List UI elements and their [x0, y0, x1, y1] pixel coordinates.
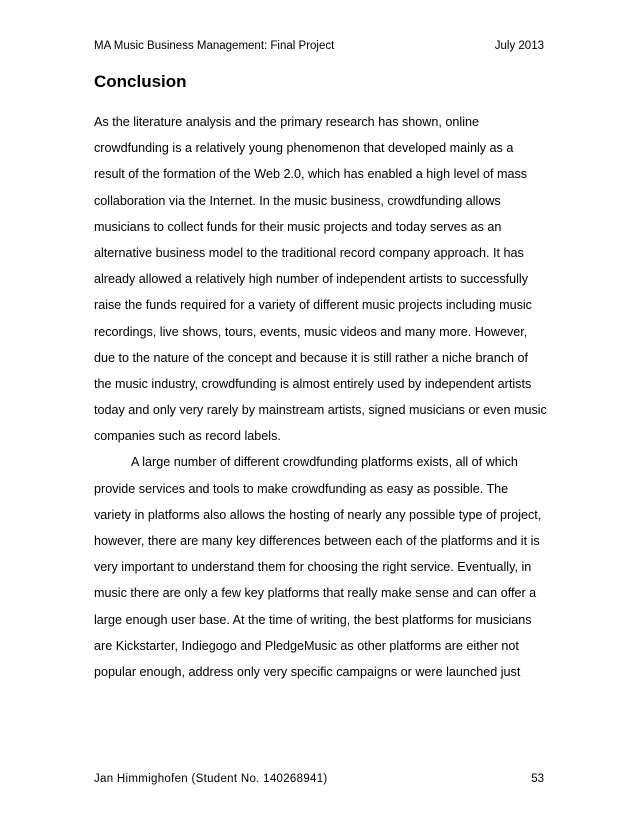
text-line: today and only very rarely by mainstream artists, signed musicians or even music: [94, 403, 547, 418]
page-number: 53: [531, 773, 544, 785]
text-line: raise the funds required for a variety of different music projects including music: [94, 298, 532, 313]
text-line: are Kickstarter, Indiegogo and PledgeMusic as other platforms are either not: [94, 638, 519, 653]
text-line: provide services and tools to make crowdfunding as easy as possible. The: [94, 481, 509, 496]
text-line: large enough user base. At the time of writing, the best platforms for musicians: [94, 612, 532, 627]
text-line: musicians to collect funds for their music projects and today serves as an: [94, 219, 502, 234]
text-line: the music industry, crowdfunding is almost entirely used by independent artists: [94, 376, 532, 391]
section-title: Conclusion: [94, 72, 187, 91]
text-line: however, there are many key differences between each of the platforms and it is: [94, 534, 540, 548]
text-line: crowdfunding is a relatively young phenomenon that developed mainly as a: [94, 141, 514, 156]
text-line: recordings, live shows, tours, events, music videos and many more. However,: [94, 324, 528, 339]
text-line: collaboration via the Internet. In the music business, crowdfunding allows: [94, 193, 501, 208]
text-line: popular enough, address only very specific campaigns or were launched just: [94, 664, 521, 679]
text-line: result of the formation of the Web 2.0, which has enabled a high level of mass: [94, 167, 528, 182]
text-line: alternative business model to the traditional record company approach. It has: [94, 245, 524, 260]
header-date: July 2013: [494, 40, 544, 52]
header-project-title: MA Music Business Management: Final Project: [94, 40, 335, 52]
body-text: [94, 109, 546, 685]
text-line: due to the nature of the concept and because it is still rather a niche branch of: [94, 350, 529, 365]
text-line: As the literature analysis and the primary research has shown, online: [94, 115, 480, 129]
text-line: already allowed a relatively high number of independent artists to successfully: [94, 272, 529, 287]
text-line: companies such as record labels.: [94, 429, 281, 444]
text-line: music there are only a few key platforms that really make sense and can offer a: [94, 586, 537, 601]
text-line: very important to understand them for choosing the right service. Eventually, in: [94, 560, 532, 575]
paragraph-first-line: A large number of different crowdfunding platforms exists, all of which: [131, 455, 518, 470]
text-line: variety in platforms also allows the hosting of nearly any possible type of project,: [94, 507, 542, 522]
footer-author: Jan Himmighofen (Student No. 140268941): [94, 773, 328, 785]
